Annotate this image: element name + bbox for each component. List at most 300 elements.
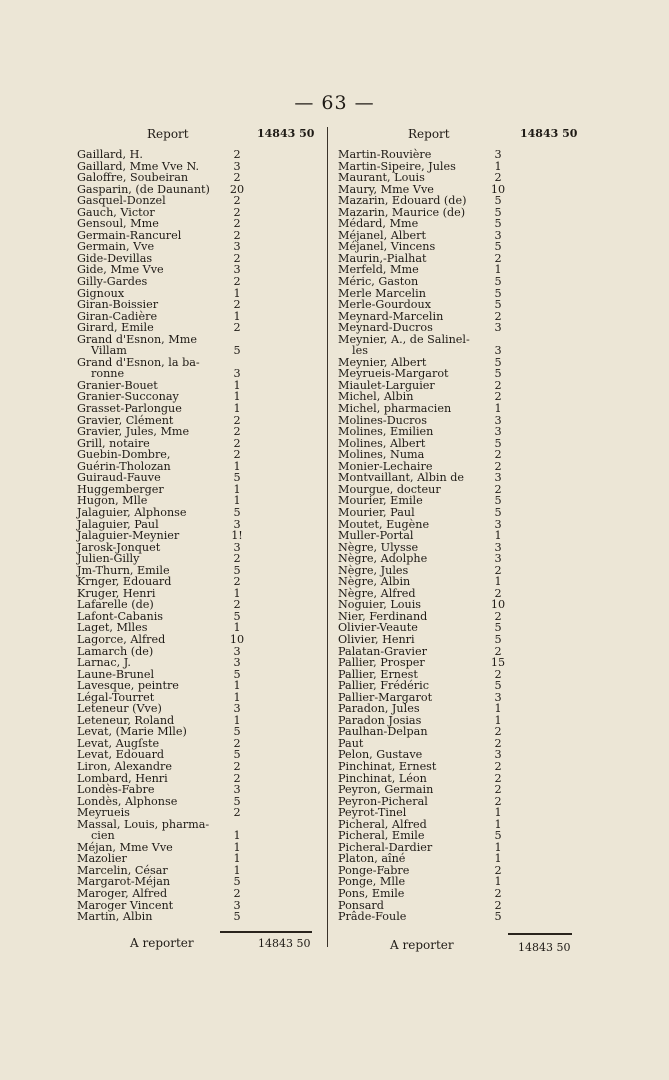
subscription-amount: 2 [494,725,502,739]
subscription-amount: 1! [231,529,243,543]
list-item [77,403,327,415]
subscriber-name: Jalaguier, Paul [77,517,159,531]
subscriber-name: Peyron, Germain [338,783,434,797]
subscription-amount: 2 [494,459,502,473]
list-item [338,807,588,819]
left-column-header [77,127,327,145]
subscription-amount: 2 [494,390,502,404]
list-item [338,761,588,773]
subscription-amount: 1 [494,875,502,889]
subscriber-name: Miaulet-Larguier [338,378,435,392]
subscription-amount: 5 [233,563,241,577]
subscription-amount: 2 [233,598,241,612]
subscriber-name: Jm-Thurn, Emile [77,563,170,577]
subscription-amount: 20 [229,182,245,196]
subscription-amount: 5 [494,505,502,519]
subscription-amount: 2 [494,563,502,577]
subscriber-name: Lafarelle (de) [77,598,154,612]
subscriber-name: Leteneur, Roland [77,713,175,727]
list-item [338,149,588,161]
subscriber-name: Germain, Vve [77,240,155,254]
subscriber-name: Levat, (Marie Mlle) [77,725,187,739]
subscription-amount: 1 [233,679,241,693]
subscriber-name: Gasparin, (de Daunant) [77,182,210,196]
subscriber-name: Paradon, Jules [338,702,420,716]
subscription-amount: 1 [494,529,502,543]
subscriber-name: Mazarin, Maurice (de) [338,205,466,219]
subscriber-name: Meyrueis [77,806,130,820]
list-item [338,172,588,184]
subscriber-name: Pinchinat, Ernest [338,759,437,773]
right-subscriber-list [338,149,588,923]
subscription-amount: 5 [494,217,502,231]
subscriber-name: Merle-Gourdoux [338,298,432,312]
subscriber-name: Maurin,-Pialhat [338,251,427,265]
subscriber-name: Granier-Bouet [77,378,158,392]
subscription-amount: 10 [229,632,245,646]
subscriber-name: Laune-Brunel [77,667,155,681]
subscription-amount: 2 [233,194,241,208]
subscription-amount: 1 [494,852,502,866]
left-total-rule [220,931,312,933]
subscription-amount: 2 [494,794,502,808]
subscriber-name: Leteneur (Vve) [77,702,162,716]
subscription-amount: 2 [494,759,502,773]
subscription-amount: 3 [233,540,241,554]
subscription-amount: 5 [233,748,241,762]
subscriber-name: Maury, Mme Vve [338,182,434,196]
subscriber-name: Merle Marcelin [338,286,426,300]
right-carry-forward-label: A reporter [390,938,454,952]
subscription-amount: 5 [494,436,502,450]
subscriber-name: Méjan, Mme Vve [77,840,173,854]
subscription-amount: 1 [233,863,241,877]
list-item [77,807,327,819]
subscription-amount: 2 [233,321,241,335]
subscription-amount: 1 [233,402,241,416]
subscription-amount: 2 [233,171,241,185]
subscription-amount: 2 [494,378,502,392]
list-item [338,276,588,288]
list-item [338,334,588,346]
subscription-amount: 2 [494,171,502,185]
subscription-amount: 3 [233,783,241,797]
subscriber-name: Guérin-Tholozan [77,459,171,473]
subscription-amount: 2 [233,413,241,427]
subscriber-name: Nègre, Alfred [338,586,416,600]
subscriber-name: Galoffre, Soubeiran [77,171,189,185]
subscriber-name: Girard, Emile [77,321,154,335]
subscription-amount: 5 [494,298,502,312]
subscription-amount: 1 [494,840,502,854]
list-item [77,553,327,565]
subscription-amount: 3 [494,413,502,427]
subscription-amount: 2 [233,887,241,900]
list-item [338,634,588,646]
subscription-amount: 2 [233,228,241,242]
subscriber-name: Médard, Mme [338,217,419,231]
report-label: Report [147,127,189,141]
right-carry-forward-amount: 14843 50 [518,941,571,954]
subscriber-name: Lamarch (de) [77,644,154,658]
page-number: — 63 — [294,92,375,114]
subscriber-name: Picheral, Emile [338,829,425,843]
subscription-amount: 2 [494,644,502,658]
subscriber-name: Ponsard [338,898,384,912]
list-item [77,530,327,542]
subscriber-name: Kruger, Henri [77,586,156,600]
subscription-amount: 2 [494,609,502,623]
subscription-amount: 2 [494,863,502,877]
subscriber-name: Meynard-Marcelin [338,309,444,323]
subscription-amount: 5 [494,679,502,693]
subscriber-name: Pelon, Gustave [338,748,423,762]
list-item [338,911,588,923]
subscriber-name: Paut [338,736,364,750]
subscription-amount: 5 [233,725,241,739]
subscription-amount: 5 [494,240,502,254]
subscriber-name: Picheral-Dardier [338,840,433,854]
subscription-amount: 1 [233,286,241,300]
subscription-amount: 5 [233,910,241,924]
subscription-amount: 5 [494,205,502,219]
subscription-amount: 5 [233,505,241,519]
subscriber-name: Gide, Mme Vve [77,263,164,277]
subscriber-name: Grill, notaire [77,436,150,450]
subscriber-name: Nègre, Albin [338,575,411,589]
right-total-rule [508,933,572,935]
subscription-amount: 2 [233,771,241,785]
subscriber-name: Méjanel, Vincens [338,240,436,254]
subscriber-name: Levat, Augſste [77,736,160,750]
subscription-amount: 5 [233,471,241,485]
subscription-amount: 2 [233,148,241,161]
list-item [338,726,588,738]
subscription-amount: 3 [494,321,502,335]
subscription-amount: 3 [494,471,502,485]
subscription-amount: 1 [494,817,502,831]
subscriber-name: Gide-Devillas [77,251,153,265]
subscriber-name: Lavesque, peintre [77,679,179,693]
subscription-amount: 5 [494,286,502,300]
subscriber-name: Mourier, Emile [338,494,423,508]
subscriber-name: Platon, aîné [338,852,406,866]
subscriber-name: Meynier, A., de Salinel- [338,332,470,346]
subscriber-name: Olivier, Henri [338,632,415,646]
subscription-amount: 1 [233,713,241,727]
subscription-amount: 3 [233,656,241,670]
subscription-amount: 2 [494,586,502,600]
subscriber-name: Grand d'Esnon, Mme [77,332,197,346]
subscriber-name: ronne [91,367,125,381]
subscriber-name: Massal, Louis, pharma- [77,817,210,831]
subscriber-name: Mourier, Paul [338,505,415,519]
subscriber-name: Méjanel, Albert [338,228,427,242]
subscriber-name: Ponge, Mlle [338,875,406,889]
subscriber-name: Méric, Gaston [338,275,419,289]
subscription-amount: 5 [494,355,502,369]
subscriber-name: Picheral, Alfred [338,817,427,831]
subscriber-name: Nègre, Jules [338,563,409,577]
subscription-amount: 3 [494,228,502,242]
subscription-amount: 3 [233,367,241,381]
subscription-amount: 3 [494,540,502,554]
subscription-amount: 1 [494,263,502,277]
subscriber-name: Lombard, Henri [77,771,168,785]
subscriber-name: Liron, Alexandre [77,759,173,773]
left-carry-forward-label: A reporter [130,936,194,950]
subscriber-name: Peyrot-Tinel [338,806,407,820]
subscription-amount: 5 [494,632,502,646]
subscription-amount: 2 [494,783,502,797]
subscriber-name: Nègre, Adolphe [338,552,428,566]
subscription-amount: 5 [494,621,502,635]
subscriber-name: Martin-Sipeire, Jules [338,159,456,173]
list-item [77,634,327,646]
list-item [338,680,588,692]
subscriber-name: Ponge-Fabre [338,863,410,877]
subscription-amount: 1 [233,482,241,496]
subscription-amount: 2 [494,448,502,462]
subscriber-name: Granier-Succonay [77,390,179,404]
subscription-amount: 1 [233,829,241,843]
subscriber-name: Levat, Edouard [77,748,165,762]
list-item [338,888,588,900]
subscription-amount: 1 [494,713,502,727]
subscriber-name: Huggemberger [77,482,164,496]
subscriber-name: Gaillard, Mme Vve N. [77,159,200,173]
subscriber-name: Moutet, Eugène [338,517,430,531]
subscriber-name: Jalaguier, Alphonse [77,505,187,519]
list-item [77,784,327,796]
subscription-amount: 1 [233,378,241,392]
subscription-amount: 15 [490,656,506,670]
subscriber-name: Gensoul, Mme [77,217,159,231]
subscription-amount: 1 [494,806,502,820]
subscriber-name: les [352,344,368,358]
subscription-amount: 1 [233,459,241,473]
list-item [338,403,588,415]
subscriber-name: Gravier, Jules, Mme [77,425,190,439]
subscription-amount: 2 [233,205,241,219]
subscription-amount: 3 [494,517,502,531]
subscriber-name: Pinchinat, Léon [338,771,427,785]
subscriber-name: Gauch, Victor [77,205,155,219]
subscription-amount: 3 [494,344,502,358]
subscription-amount: 1 [494,159,502,173]
list-item [77,149,327,161]
subscription-amount: 3 [494,148,502,161]
subscription-amount: 1 [233,390,241,404]
right-column [338,127,588,923]
list-item [338,553,588,565]
subscriber-name: Julien-Gilly [77,552,140,566]
subscriber-name: Muller-Portal [338,529,414,543]
subscriber-name: Pallier, Prosper [338,656,425,670]
list-item [77,657,327,669]
subscriber-name: Maroger Vincent [77,898,174,912]
list-item [77,507,327,519]
subscription-amount: 1 [233,690,241,704]
subscription-amount: 2 [494,251,502,265]
subscription-amount: 3 [233,644,241,658]
report-amount: 14843 50 [257,127,315,140]
list-item [338,507,588,519]
list-item [338,530,588,542]
subscriber-name: Prâde-Foule [338,910,407,924]
subscriber-name: Gilly-Gardes [77,275,148,289]
subscription-amount: 10 [490,182,506,196]
subscription-amount: 2 [233,759,241,773]
report-amount: 14843 50 [520,127,578,140]
subscriber-name: Giran-Cadière [77,309,158,323]
subscriber-name: Mourgue, docteur [338,482,441,496]
subscriber-name: Meynard-Ducros [338,321,433,335]
subscriber-name: Pallier, Frédéric [338,679,429,693]
subscription-amount: 1 [233,621,241,635]
subscriber-name: Krnger, Edouard [77,575,172,589]
subscriber-name: Michel, pharmacien [338,402,452,416]
list-item [77,299,327,311]
list-item [338,299,588,311]
subscription-amount: 5 [233,609,241,623]
subscriber-name: Merfeld, Mme [338,263,419,277]
subscription-amount: 2 [233,275,241,289]
subscriber-name: Grand d'Esnon, la ba- [77,355,200,369]
subscription-amount: 1 [494,702,502,716]
subscriber-name: Lagorce, Alfred [77,632,166,646]
subscriber-name: Meynier, Albert [338,355,427,369]
subscriber-name: Mazarin, Edouard (de) [338,194,467,208]
list-item [77,911,327,923]
subscriber-name: Molines, Emilien [338,425,434,439]
subscription-amount: 2 [233,552,241,566]
subscriber-name: Jarosk-Jonquet [77,540,161,554]
subscriber-name: Légal-Tourret [77,690,155,704]
subscription-amount: 3 [233,240,241,254]
subscription-amount: 5 [233,667,241,681]
subscription-amount: 5 [494,367,502,381]
subscriber-name: Giran-Boissier [77,298,159,312]
subscriber-name: Nier, Ferdinand [338,609,428,623]
subscription-amount: 1 [494,402,502,416]
subscriber-name: Paulhan-Delpan [338,725,428,739]
subscriber-name: Londès-Fabre [77,783,155,797]
subscription-amount: 5 [233,875,241,889]
subscriber-name: Olivier-Veaute [338,621,418,635]
subscriber-name: Peyron-Picheral [338,794,428,808]
subscription-amount: 1 [233,852,241,866]
subscription-amount: 2 [233,806,241,820]
left-carry-forward-amount: 14843 50 [258,937,311,950]
subscription-amount: 2 [494,736,502,750]
subscriber-name: Paradon Josias [338,713,422,727]
subscriber-name: Guiraud-Fauve [77,471,161,485]
list-item [338,195,588,207]
subscriber-name: Mazolier [77,852,127,866]
subscriber-name: Jalaguier-Meynier [77,529,180,543]
subscription-amount: 2 [233,298,241,312]
right-column-header [338,127,588,145]
subscription-amount: 3 [233,517,241,531]
subscription-amount: 3 [494,425,502,439]
subscription-amount: 3 [233,263,241,277]
subscription-amount: 1 [233,586,241,600]
subscriber-name: Meyrueis-Margarot [338,367,449,381]
subscriber-name: Molines-Ducros [338,413,427,427]
subscriber-name: Palatan-Gravier [338,644,427,658]
subscriber-name: Pallier-Margarot [338,690,433,704]
subscriber-name: Molines, Albert [338,436,426,450]
list-item [338,426,588,438]
subscriber-name: Maroger, Alfred [77,887,168,900]
subscriber-name: Maurant, Louis [338,171,425,185]
subscription-amount: 2 [233,736,241,750]
subscriber-name: Hugon, Mlle [77,494,148,508]
subscription-amount: 2 [233,425,241,439]
report-label: Report [408,127,450,141]
subscriber-name: Germain-Rancurel [77,228,182,242]
subscriber-name: Villam [91,344,127,358]
list-item [338,657,588,669]
subscription-amount: 1 [494,575,502,589]
subscriber-name: Marcelin, César [77,863,168,877]
subscription-amount: 5 [494,829,502,843]
subscription-amount: 2 [494,771,502,785]
subscriber-name: Montvaillant, Albin de [338,471,465,485]
subscriber-name: Martin, Albin [77,910,153,924]
column-divider [327,127,328,947]
subscription-amount: 2 [494,667,502,681]
subscription-amount: 2 [494,898,502,912]
list-item [77,680,327,692]
subscriber-name: Guebin-Dombre, [77,448,171,462]
subscription-amount: 3 [233,898,241,912]
subscriber-name: Grasset-Parlongue [77,402,182,416]
list-item [77,761,327,773]
subscription-amount: 1 [233,494,241,508]
subscriber-name: Pons, Emile [338,887,405,900]
subscriber-name: Gravier, Clément [77,413,174,427]
subscription-amount: 3 [233,702,241,716]
list-item [77,888,327,900]
subscriber-name: Martin-Rouvière [338,148,432,161]
subscriber-name: Pallier, Ernest [338,667,418,681]
left-column [77,127,327,923]
subscriber-name: Michel, Albin [338,390,414,404]
subscriber-name: cien [91,829,115,843]
subscriber-name: Gasquel-Donzel [77,194,166,208]
subscription-amount: 3 [233,159,241,173]
subscription-amount: 5 [494,910,502,924]
left-subscriber-list [77,149,327,923]
subscription-amount: 2 [233,251,241,265]
subscription-amount: 5 [233,344,241,358]
list-item [77,276,327,288]
subscriber-name: Gignoux [77,286,125,300]
subscription-amount: 1 [233,840,241,854]
list-item [338,784,588,796]
subscriber-name: Margarot-Méjan [77,875,171,889]
subscription-amount: 5 [494,494,502,508]
subscription-amount: 1 [233,309,241,323]
subscription-amount: 2 [233,575,241,589]
subscriber-name: Noguier, Louis [338,598,422,612]
subscriber-name: Gaillard, H. [77,148,143,161]
subscription-amount: 2 [233,448,241,462]
subscriber-name: Nègre, Ulysse [338,540,419,554]
subscription-amount: 2 [494,482,502,496]
